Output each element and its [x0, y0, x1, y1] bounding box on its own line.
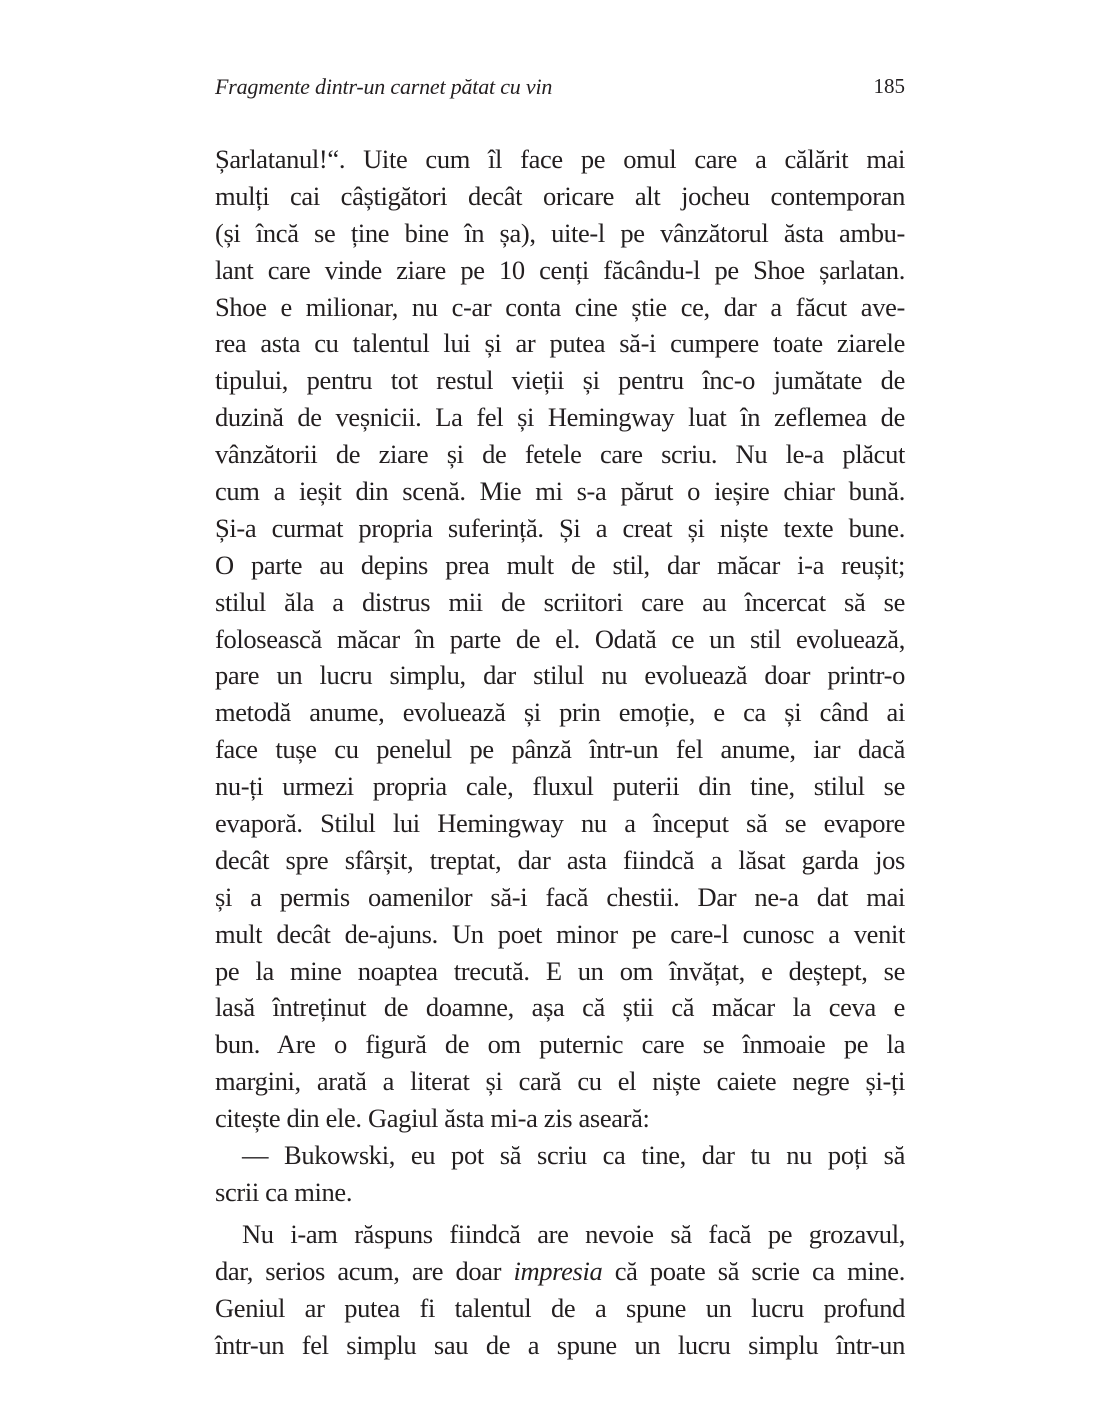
- text-line: cum a ieșit din scenă. Mie mi s-a părut o ieșire chiar bună.: [215, 476, 905, 507]
- text-line: mulți cai câștigători decât oricare alt jocheu contemporan: [215, 180, 905, 211]
- text-line: lasă întreținut de doamne, așa că știi că măcar la ceva e: [215, 992, 905, 1023]
- text-line: lant care vinde ziare pe 10 cenți făcându-l pe Shoe șarlatan.: [215, 254, 905, 285]
- text-line: vânzătorii de ziare și de fetele care scriu. Nu le-a plăcut: [215, 439, 905, 470]
- text-line: margini, arată a literat și cară cu el niște caiete negre și-ți: [215, 1066, 905, 1097]
- text-line: Și-a curmat propria suferință. Și a creat și niște texte bune.: [215, 512, 905, 543]
- text-line: rea asta cu talentul lui și ar putea să-i cumpere toate ziarele: [215, 328, 905, 359]
- text-line: decât spre sfârșit, treptat, dar asta fiindcă a lăsat garda jos: [215, 844, 905, 875]
- text-line: scrii ca mine.: [215, 1176, 353, 1207]
- text-line: într-un fel simplu sau de a spune un lucru simplu într-un: [215, 1329, 905, 1360]
- text-line: mult decât de-ajuns. Un poet minor pe care-l cunosc a venit: [215, 918, 905, 949]
- text-segment: dar, serios acum, are doar: [215, 1255, 514, 1286]
- text-line: pare un lucru simplu, dar stilul nu evoluează doar printr-o: [215, 660, 905, 691]
- text-line: Șarlatanul!“. Uite cum îl face pe omul care a călărit mai: [215, 144, 905, 174]
- text-line: O parte au depins prea mult de stil, dar măcar i-a reușit;: [215, 549, 905, 580]
- text-line: (și încă se ține bine în șa), uite-l pe vânzătorul ăsta ambu-: [215, 217, 905, 248]
- text-line: folosească măcar în parte de el. Odată ce un stil evoluează,: [215, 623, 905, 654]
- text-line: metodă anume, evoluează și prin emoție, e ca și când ai: [215, 697, 905, 728]
- text-line: tipului, pentru tot restul vieții și pentru înc-o jumătate de: [215, 365, 905, 396]
- text-line: nu-ți urmezi propria cale, fluxul puterii din tine, stilul se: [215, 771, 905, 802]
- text-line: evaporă. Stilul lui Hemingway nu a început să se evapore: [215, 808, 905, 839]
- dialogue-line: — Bukowski, eu pot să scriu ca tine, dar tu nu poți să: [242, 1140, 905, 1171]
- text-line: citește din ele. Gagiul ăsta mi-a zis aseară:: [215, 1103, 650, 1134]
- text-line: bun. Are o figură de om puternic care se înmoaie pe la: [215, 1029, 905, 1060]
- page-number: 185: [873, 74, 905, 98]
- text-line: face tușe cu penelul pe pânză într-un fel anume, iar dacă: [215, 734, 905, 765]
- running-head: Fragmente dintr-un carnet pătat cu vin: [215, 74, 553, 99]
- text-line: [215, 1253, 905, 1290]
- text-segment: că poate să scrie ca mine.: [602, 1255, 905, 1286]
- text-line: stilul ăla a distrus mii de scriitori care au încercat să se: [215, 586, 905, 617]
- text-line: duzină de veșnicii. La fel și Hemingway luat în zeflemea de: [215, 402, 905, 433]
- italic-word: impresia: [513, 1255, 603, 1286]
- text-line: Shoe e milionar, nu c-ar conta cine știe ce, dar a făcut ave-: [215, 291, 905, 322]
- text-line: Geniul ar putea fi talentul de a spune un lucru profund: [215, 1292, 905, 1323]
- text-line: pe la mine noaptea trecută. E un om învățat, e deștept, se: [215, 955, 905, 986]
- text-line: și a permis oamenilor să-i facă chestii. Dar ne-a dat mai: [215, 881, 905, 912]
- paragraph-start-line: Nu i-am răspuns fiindcă are nevoie să facă pe grozavul,: [242, 1218, 905, 1249]
- body-text: [215, 141, 905, 1363]
